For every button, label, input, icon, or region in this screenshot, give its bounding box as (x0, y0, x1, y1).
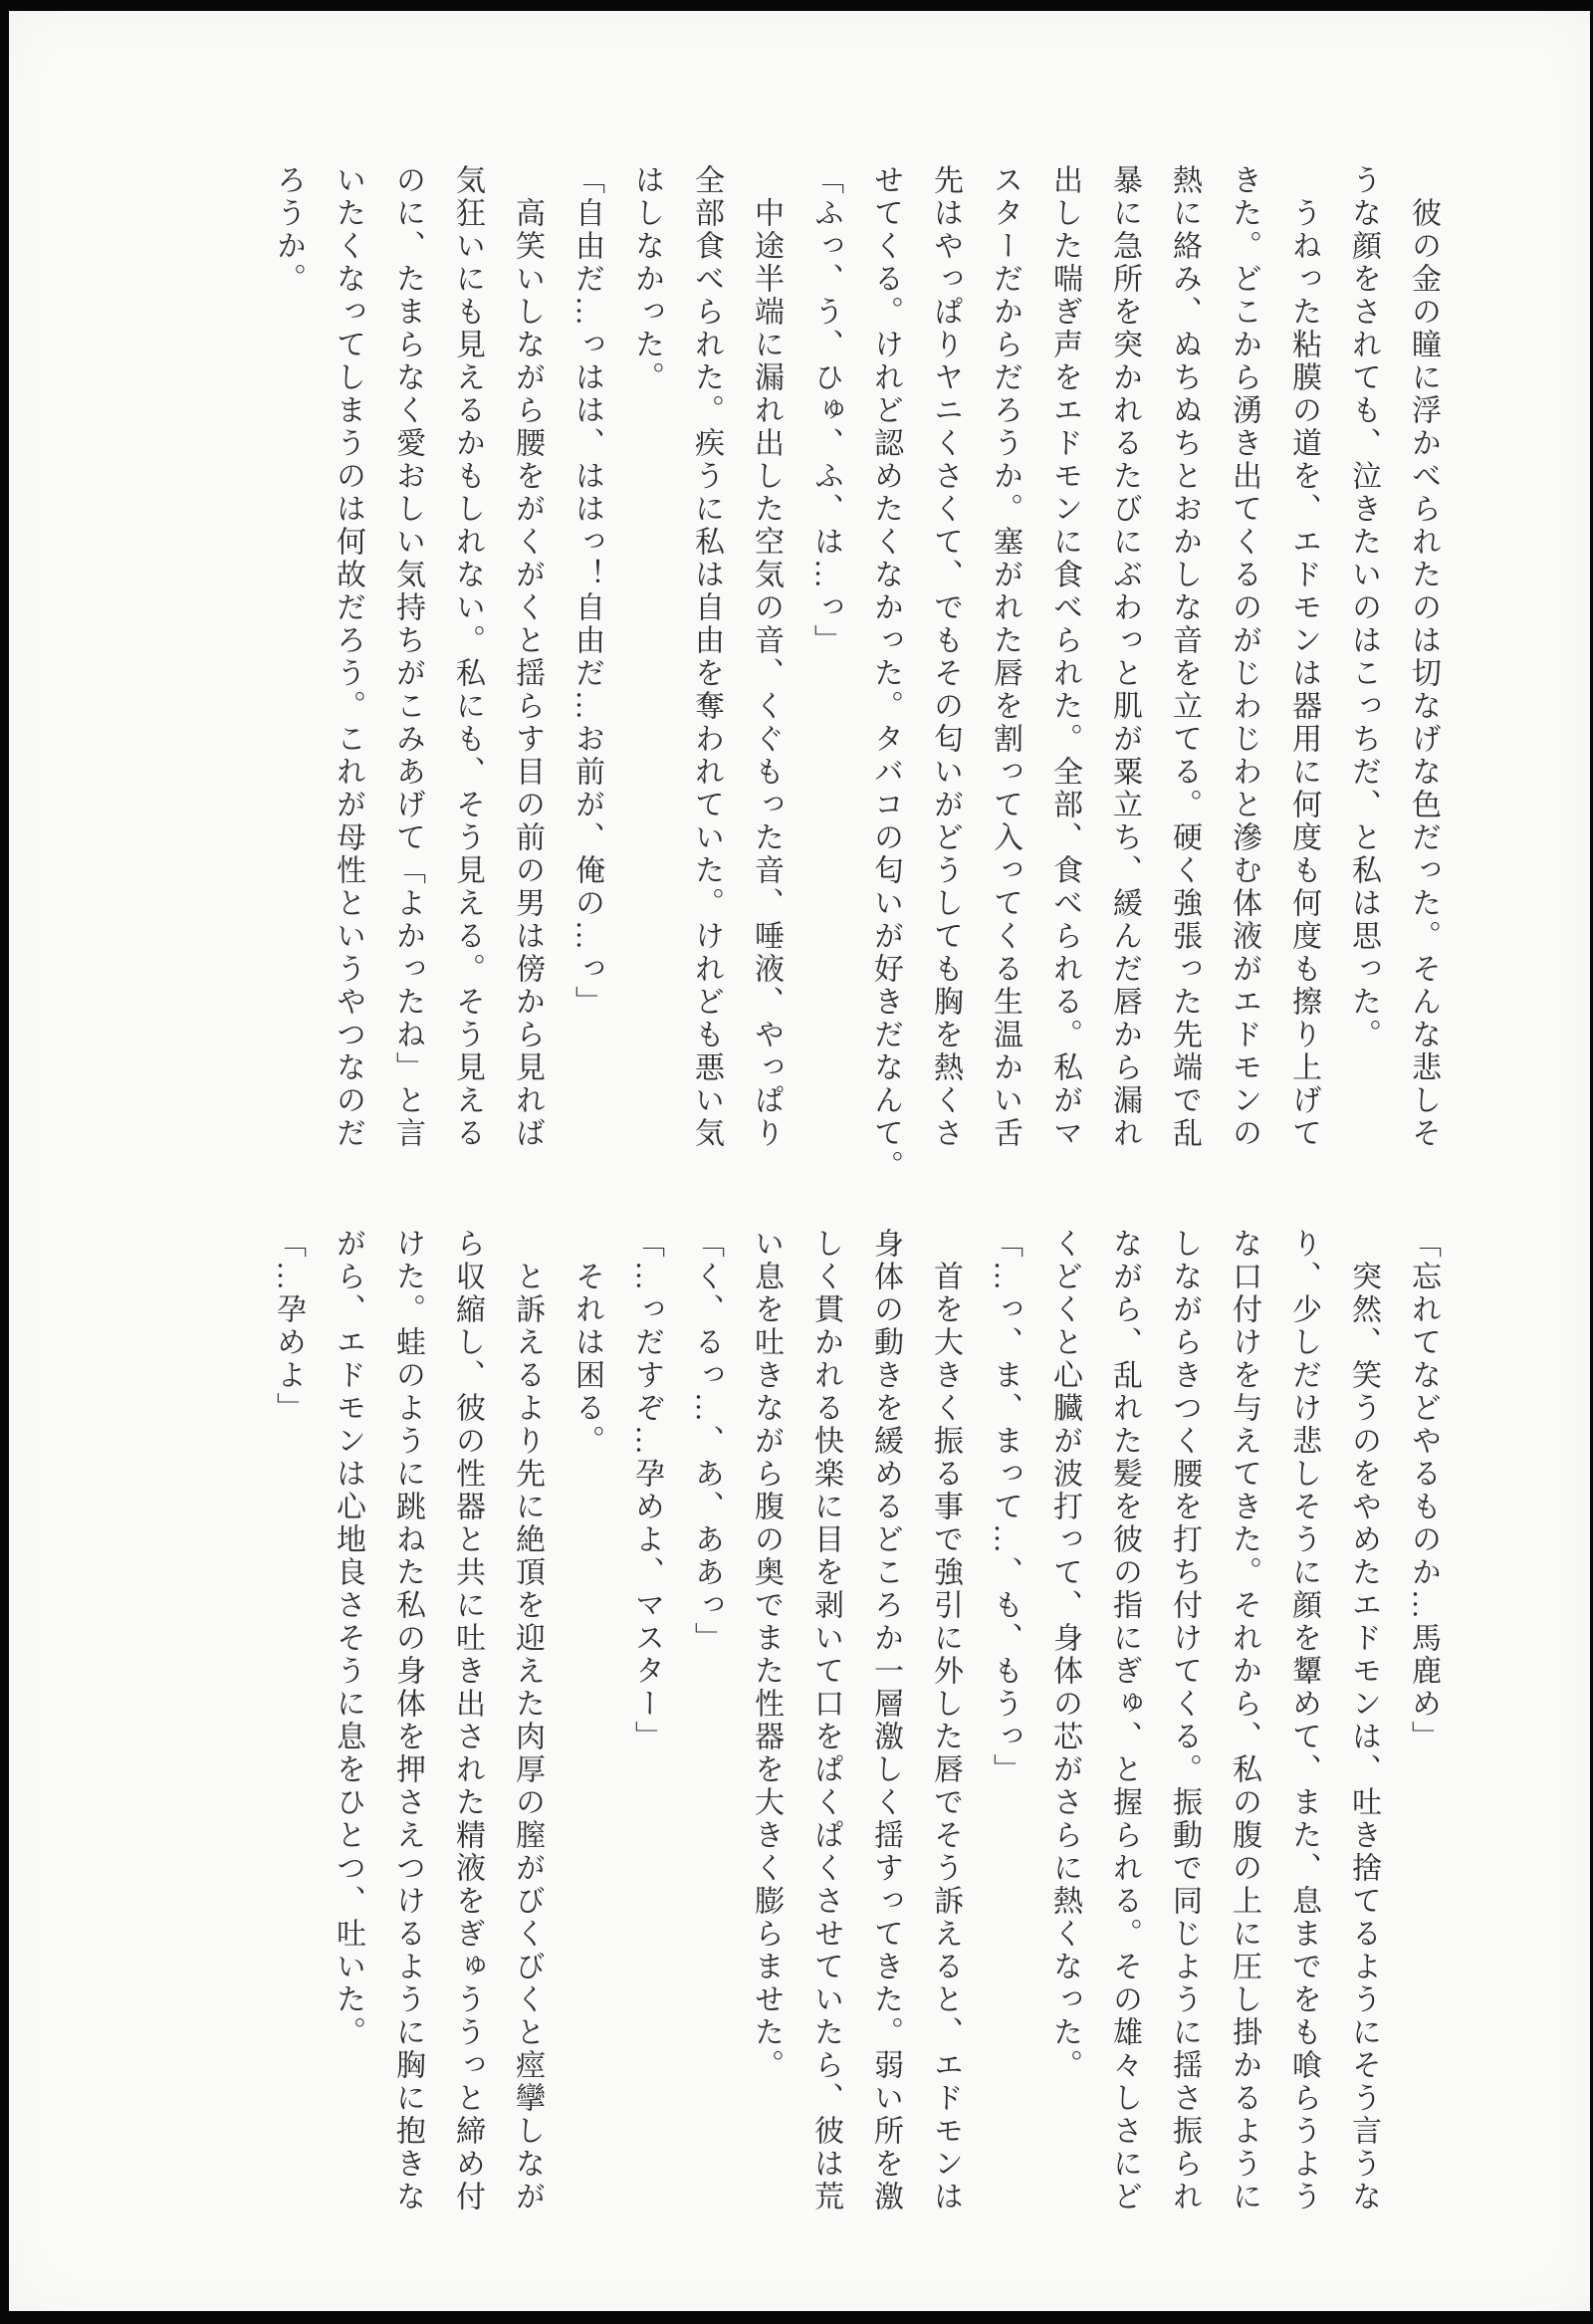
text-line: 熱に絡み、ぬちぬちとおかしな音を立てる。硬く強張った先端で乱 (1168, 164, 1201, 1150)
text-line: ながら、乱れた髪を彼の指にぎゅ、と握られる。その雄々しさにど (1108, 1228, 1141, 2213)
text-line: 彼の金の瞳に浮かべられたのは切なげな色だった。そんな悲しそ (1407, 197, 1440, 1150)
lower-text-block (258, 1228, 1453, 2263)
text-line: ろうか。 (272, 164, 305, 296)
text-line: のに、たまらなく愛おしい気持ちがこみあげて「よかったね」と言 (391, 164, 424, 1150)
text-line: きた。どこから湧き出てくるのがじわじわと滲む体液がエドモンの (1228, 164, 1260, 1150)
text-line: 「ふっ、う、ひゅ、ふ、は…っ」 (809, 164, 842, 657)
text-line: 首を大きく振る事で強引に外した唇でそう訴えると、エドモンは (929, 1261, 962, 2213)
text-line: 高笑いしながら腰をがくがくと揺らす目の前の男は傍から見れば (511, 197, 544, 1150)
text-line: な口付けを与えてきた。それから、私の腹の上に圧し掛かるように (1228, 1228, 1260, 2213)
text-line: 突然、笑うのをやめたエドモンは、吐き捨てるようにそう言うな (1347, 1261, 1380, 2213)
text-line: うねった粘膜の道を、エドモンは器用に何度も何度も擦り上げて (1287, 197, 1320, 1150)
text-line: 「自由だ…っはは、ははっ！自由だ…お前が、俺の…っ」 (570, 164, 603, 1019)
text-line: 中途半端に漏れ出した空気の音、くぐもった音、唾液、やっぱり (750, 197, 783, 1150)
text-line: スターだからだろうか。塞がれた唇を割って入ってくる生温かい舌 (989, 164, 1022, 1150)
text-line: 「…っ、ま、まって…、も、もうっ」 (989, 1228, 1022, 1786)
text-line: 「…孕めよ」 (272, 1228, 305, 1425)
text-line: 「忘れてなどやるものか…馬鹿め」 (1407, 1228, 1440, 1753)
text-line: 「…っだすぞ…孕めよ、マスター」 (630, 1228, 663, 1753)
text-line: と訴えるより先に絶頂を迎えた肉厚の膣がびくびくと痙攣しなが (511, 1261, 544, 2213)
page (9, 11, 1590, 2311)
text-line: くどくと心臓が波打って、身体の芯がさらに熱くなった。 (1048, 1228, 1081, 2082)
text-line: 「く、るっ…、あ、ああっ」 (690, 1228, 723, 1655)
text-line: いたくなってしまうのは何故だろう。これが母性というやつなのだ (332, 164, 364, 1150)
text-line: い息を吐きながら腹の奥でまた性器を大きく膨らませた。 (750, 1228, 783, 2082)
text-line: けた。蛙のように跳ねた私の身体を押さえつけるように胸に抱きな (391, 1228, 424, 2213)
text-line: はしなかった。 (630, 164, 663, 394)
text-line: り、少しだけ悲しそうに顔を顰めて、また、息までをも喰らうよう (1287, 1228, 1320, 2213)
text-line: 出した喘ぎ声をエドモンに食べられた。全部、食べられる。私がマ (1048, 164, 1081, 1150)
text-line: しながらきつく腰を打ち付けてくる。振動で同じように揺さ振られ (1168, 1228, 1201, 2213)
text-line: しく貫かれる快楽に目を剥いて口をぱくぱくさせていたら、彼は荒 (809, 1228, 842, 2213)
text-line: 身体の動きを緩めるどころか一層激しく揺すってきた。弱い所を激 (869, 1228, 902, 2213)
upper-text-block (258, 164, 1453, 1200)
text-line: 暴に急所を突かれるたびにぶわっと肌が粟立ち、緩んだ唇から漏れ (1108, 164, 1141, 1150)
text-line: うな顔をされても、泣きたいのはこっちだ、と私は思った。 (1347, 164, 1380, 1051)
text-line: それは困る。 (570, 1261, 603, 1458)
text-line: 先はやっぱりヤニくさくて、でもその匂いがどうしても胸を熱くさ (929, 164, 962, 1150)
text-line: 気狂いにも見えるかもしれない。私にも、そう見える。そう見える (451, 164, 484, 1150)
text-line: 全部食べられた。疾うに私は自由を奪われていた。けれども悪い気 (690, 164, 723, 1150)
text-line: せてくる。けれど認めたくなかった。タバコの匂いが好きだなんて。 (869, 164, 902, 1183)
text-line: ら収縮し、彼の性器と共に吐き出された精液をぎゅううっと締め付 (451, 1228, 484, 2213)
text-line: がら、エドモンは心地良さそうに息をひとつ、吐いた。 (332, 1228, 364, 2049)
